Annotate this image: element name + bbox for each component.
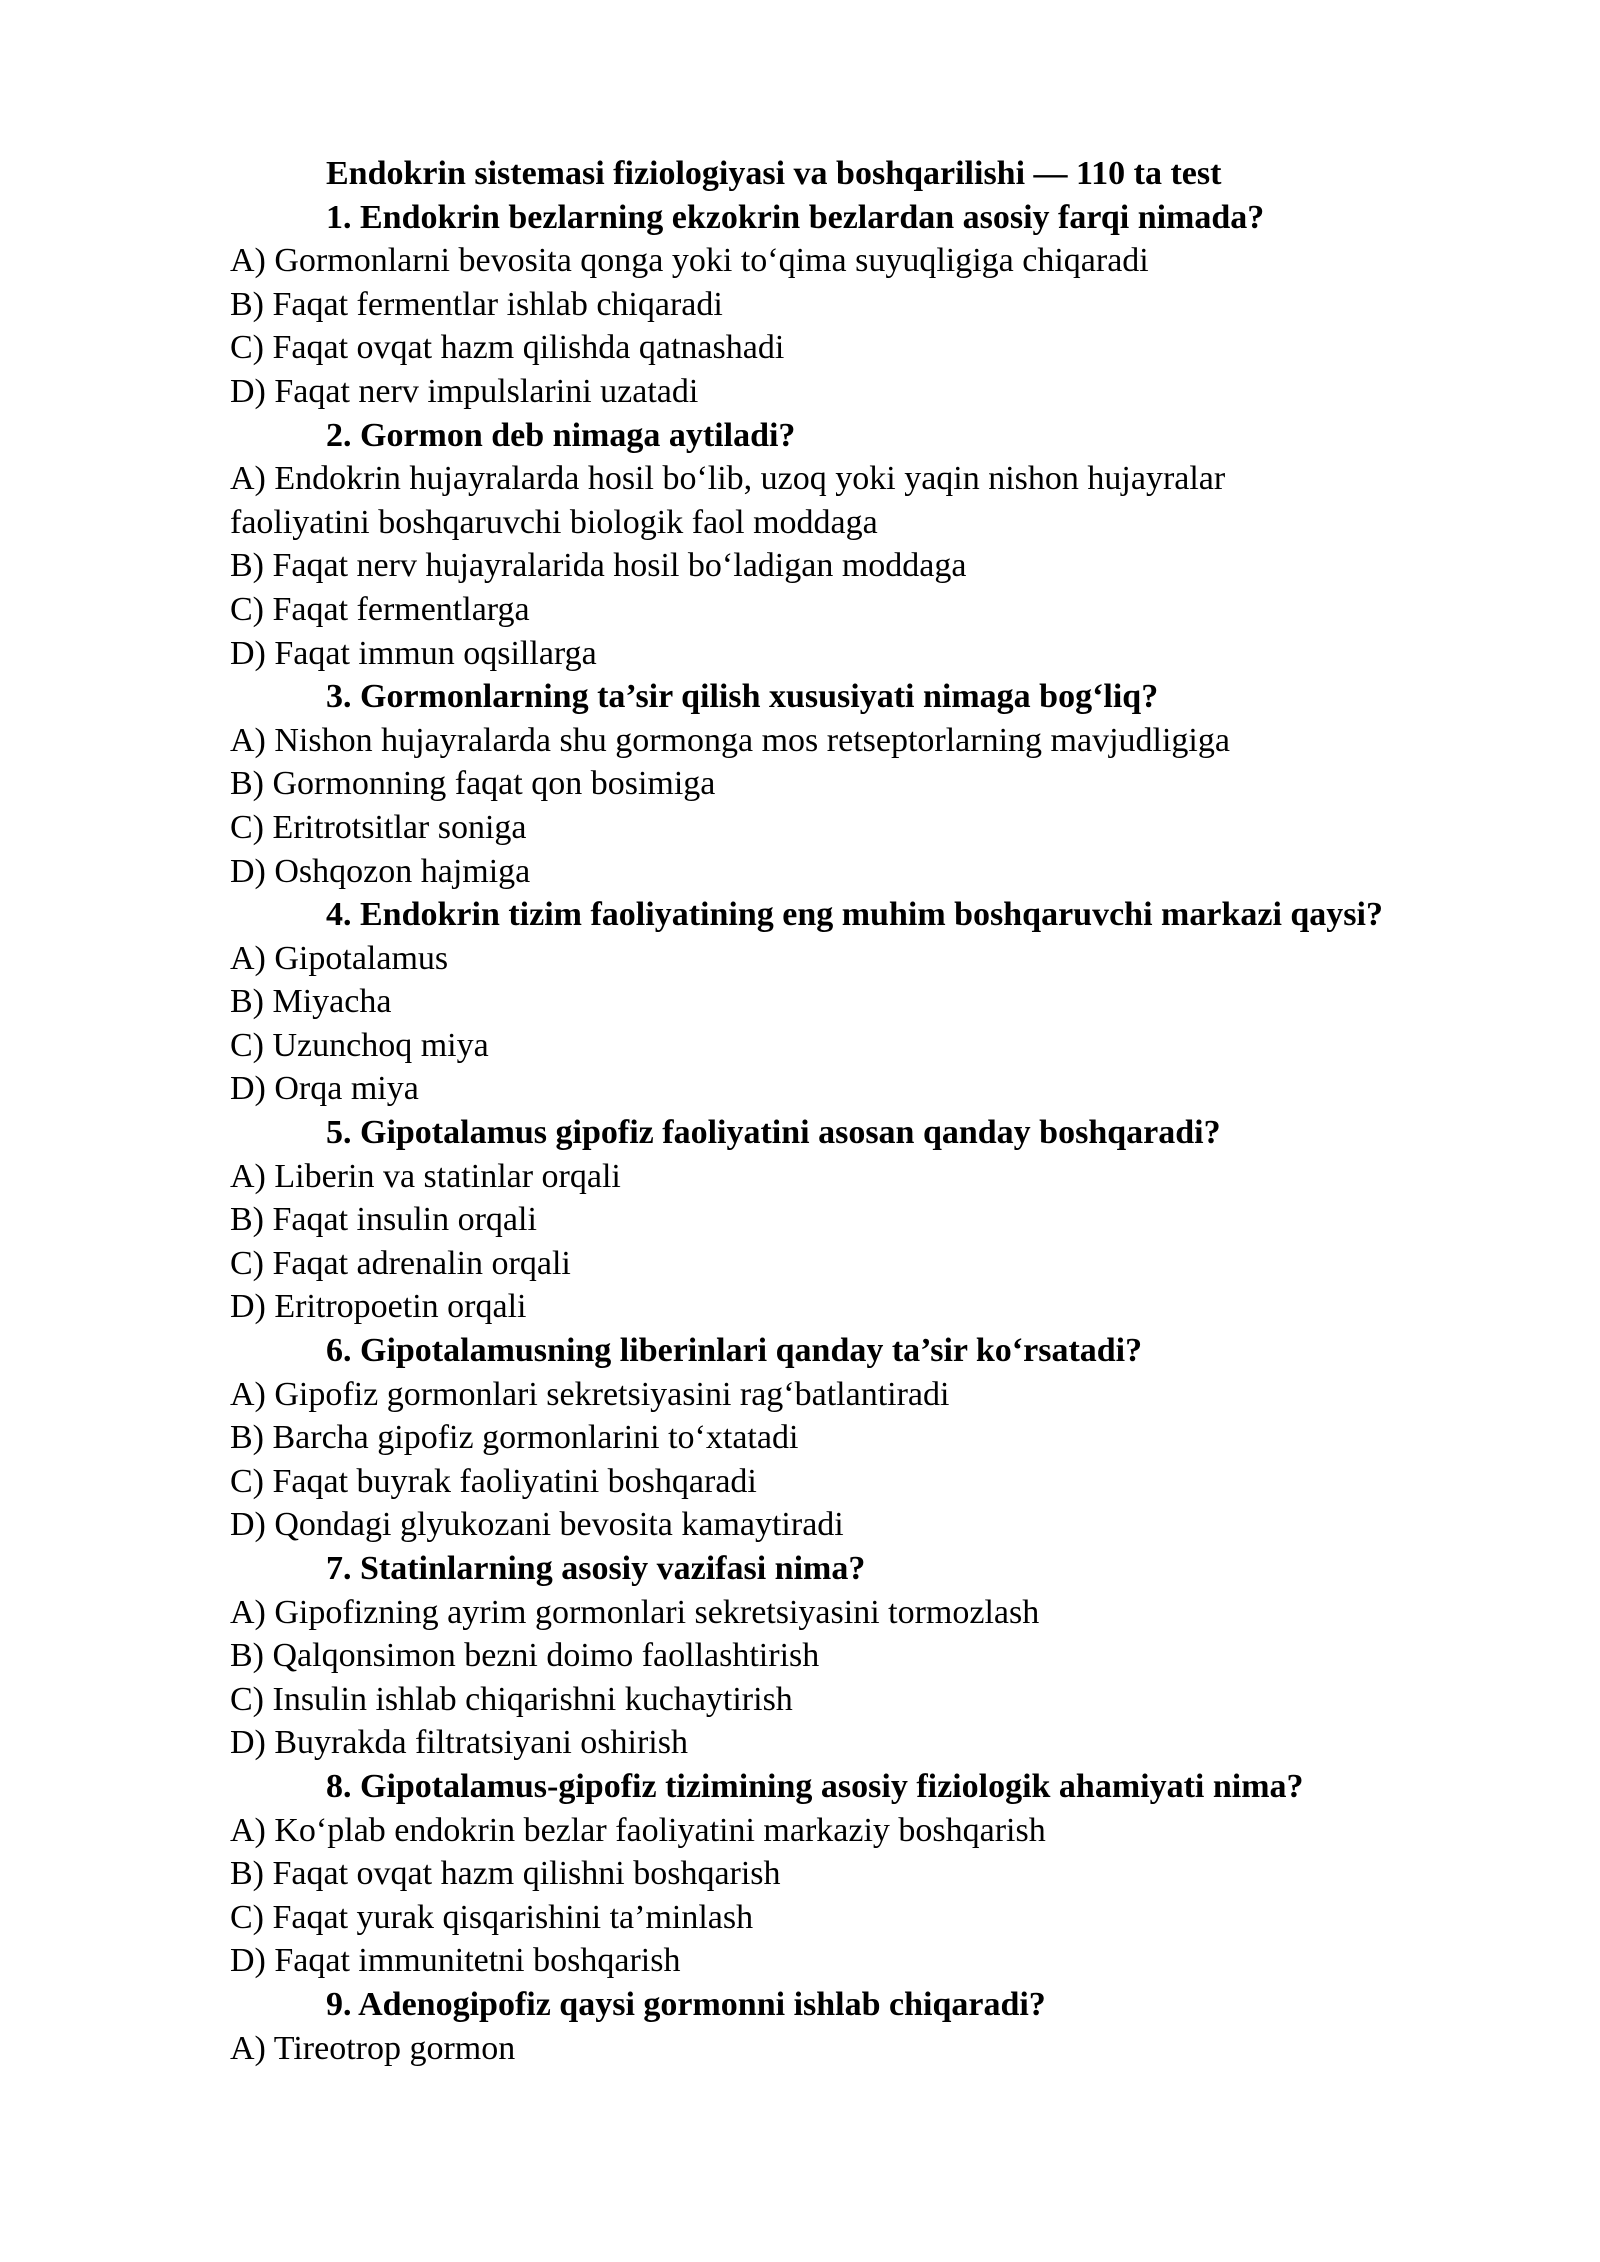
question-4-option-a: A) Gipotalamus [230, 939, 449, 977]
question-3-option-d: D) Oshqozon hajmiga [230, 852, 531, 890]
question-7-option-d: D) Buyrakda filtratsiyani oshirish [230, 1724, 688, 1762]
question-1: 1. Endokrin bezlarning ekzokrin bezlardan asosiy farqi nimada? [326, 198, 1265, 236]
question-8-option-a: A) Ko‘plab endokrin bezlar faoliyatini markaziy boshqarish [230, 1811, 1046, 1849]
question-2-option-c: C) Faqat fermentlarga [230, 590, 530, 628]
question-4: 4. Endokrin tizim faoliyatining eng muhim boshqaruvchi markazi qaysi? [326, 896, 1383, 934]
question-1-option-c: C) Faqat ovqat hazm qilishda qatnashadi [230, 329, 785, 367]
question-7-option-c: C) Insulin ishlab chiqarishni kuchaytirish [230, 1680, 793, 1718]
question-3-option-a: A) Nishon hujayralarda shu gormonga mos retseptorlarning mavjudligiga [230, 721, 1230, 759]
question-8-option-b: B) Faqat ovqat hazm qilishni boshqarish [230, 1855, 781, 1893]
question-8-option-d: D) Faqat immunitetni boshqarish [230, 1942, 681, 1980]
question-5-option-b: B) Faqat insulin orqali [230, 1201, 537, 1239]
question-1-option-d: D) Faqat nerv impulslarini uzatadi [230, 372, 699, 410]
question-7: 7. Statinlarning asosiy vazifasi nima? [326, 1550, 866, 1587]
question-2-option-b: B) Faqat nerv hujayralarida hosil bo‘ladigan moddaga [230, 547, 967, 585]
question-9-option-a: A) Tireotrop gormon [230, 2029, 516, 2067]
question-9: 9. Adenogipofiz qaysi gormonni ishlab chiqaradi? [326, 1985, 1046, 2023]
document-title: Endokrin sistemasi fiziologiyasi va boshqarilishi — 110 ta test [326, 155, 1222, 192]
question-6-option-a: A) Gipofiz gormonlari sekretsiyasini rag‘batlantiradi [230, 1375, 950, 1413]
question-6-option-c: C) Faqat buyrak faoliyatini boshqaradi [230, 1462, 757, 1500]
question-4-option-b: B) Miyacha [230, 983, 392, 1021]
question-2-option-a: A) Endokrin hujayralarda hosil bo‘lib, uzoq yoki yaqin nishon hujayralar faoliyatini boshqaruvchi biologik faol moddaga [230, 460, 1226, 541]
question-5-option-a: A) Liberin va statinlar orqali [230, 1157, 621, 1195]
question-7-option-b: B) Qalqonsimon bezni doimo faollashtirish [230, 1637, 820, 1675]
question-6: 6. Gipotalamusning liberinlari qanday ta’sir ko‘rsatadi? [326, 1332, 1143, 1370]
question-4-option-c: C) Uzunchoq miya [230, 1026, 489, 1064]
question-3-option-c: C) Eritrotsitlar soniga [230, 808, 527, 846]
question-4-option-d: D) Orqa miya [230, 1070, 419, 1108]
question-1-option-a: A) Gormonlarni bevosita qonga yoki to‘qima suyuqligiga chiqaradi [230, 242, 1149, 280]
question-6-option-d: D) Qondagi glyukozani bevosita kamaytiradi [230, 1506, 844, 1544]
question-8: 8. Gipotalamus-gipofiz tizimining asosiy fiziologik ahamiyati nima? [326, 1767, 1304, 1805]
question-7-option-a: A) Gipofizning ayrim gormonlari sekretsiyasini tormozlash [230, 1593, 1040, 1631]
question-5: 5. Gipotalamus gipofiz faoliyatini asosan qanday boshqaradi? [326, 1114, 1221, 1152]
question-5-option-c: C) Faqat adrenalin orqali [230, 1244, 571, 1282]
question-1-option-b: B) Faqat fermentlar ishlab chiqaradi [230, 285, 723, 323]
question-6-option-b: B) Barcha gipofiz gormonlarini to‘xtatadi [230, 1419, 799, 1457]
question-5-option-d: D) Eritropoetin orqali [230, 1288, 527, 1326]
question-2: 2. Gormon deb nimaga aytiladi? [326, 416, 796, 454]
question-3: 3. Gormonlarning ta’sir qilish xususiyati nimaga bog‘liq? [326, 678, 1159, 716]
question-2-option-d: D) Faqat immun oqsillarga [230, 634, 597, 672]
question-8-option-c: C) Faqat yurak qisqarishini ta’minlash [230, 1898, 754, 1936]
document-body [230, 152, 1430, 2070]
question-3-option-b: B) Gormonning faqat qon bosimiga [230, 765, 716, 803]
